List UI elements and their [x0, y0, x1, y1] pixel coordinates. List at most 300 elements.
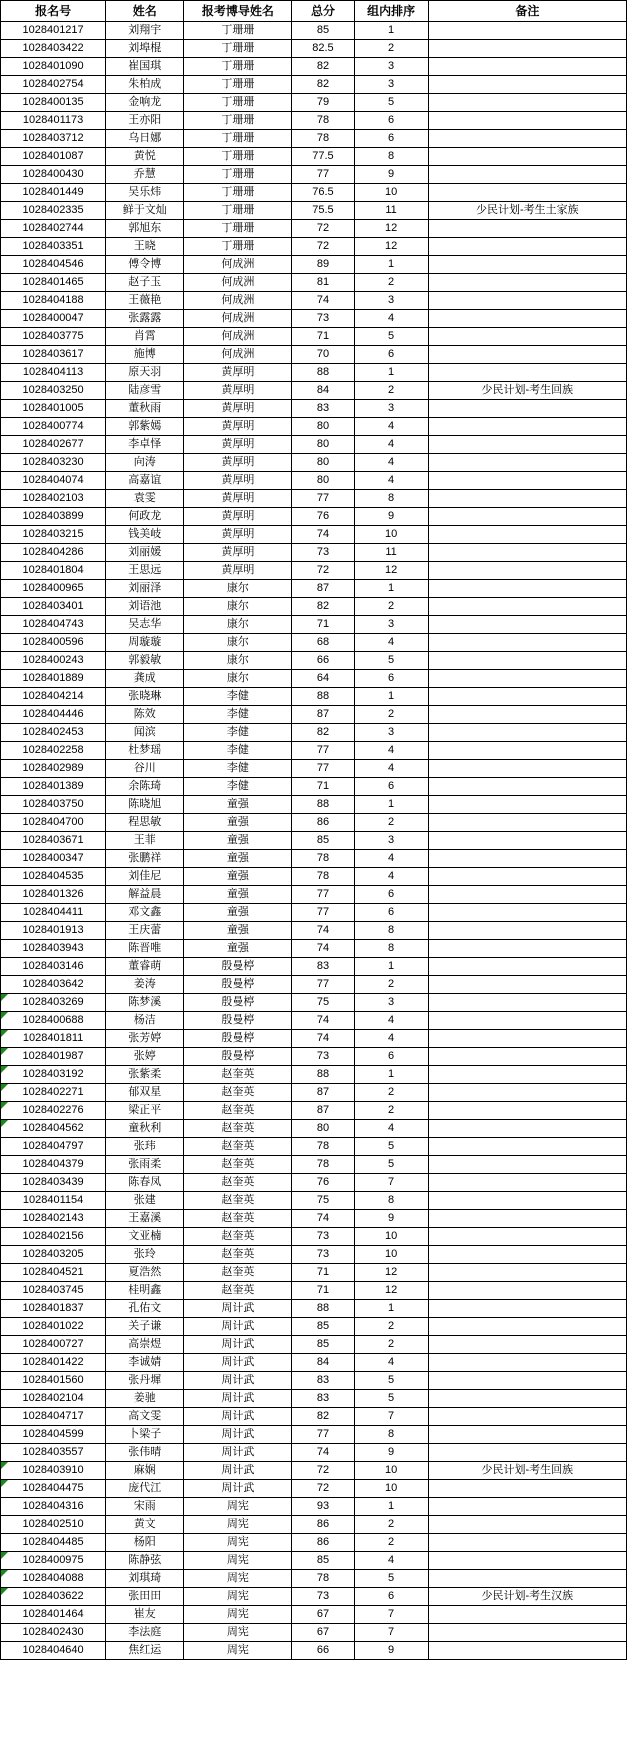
cell-application-id: 1028404188	[1, 292, 106, 310]
cell-total-score: 72	[292, 238, 354, 256]
cell-remark	[428, 184, 626, 202]
cell-total-score: 82	[292, 58, 354, 76]
cell-advisor: 赵奎英	[184, 1138, 292, 1156]
table-row	[1, 796, 627, 814]
cell-name: 李卓怿	[106, 436, 184, 454]
cell-name: 文亚楠	[106, 1228, 184, 1246]
table-row	[1, 1102, 627, 1120]
table-row	[1, 256, 627, 274]
cell-name: 张田田	[106, 1588, 184, 1606]
cell-name: 黄文	[106, 1516, 184, 1534]
cell-total-score: 85	[292, 1552, 354, 1570]
cell-application-id: 1028403750	[1, 796, 106, 814]
cell-advisor: 周计武	[184, 1300, 292, 1318]
header-application-id: 报名号	[1, 1, 106, 22]
cell-group-rank: 2	[354, 1318, 428, 1336]
cell-total-score: 77	[292, 904, 354, 922]
cell-total-score: 80	[292, 436, 354, 454]
cell-advisor: 殷曼楟	[184, 994, 292, 1012]
cell-application-id: 1028401154	[1, 1192, 106, 1210]
cell-group-rank: 5	[354, 652, 428, 670]
cell-advisor: 童强	[184, 922, 292, 940]
table-row	[1, 886, 627, 904]
cell-group-rank: 2	[354, 976, 428, 994]
cell-remark	[428, 1030, 626, 1048]
cell-remark	[428, 1066, 626, 1084]
cell-name: 刘琪琦	[106, 1570, 184, 1588]
cell-application-id: 1028403230	[1, 454, 106, 472]
cell-advisor: 童强	[184, 886, 292, 904]
cell-advisor: 康尔	[184, 598, 292, 616]
cell-total-score: 82.5	[292, 40, 354, 58]
cell-group-rank: 12	[354, 562, 428, 580]
table-row	[1, 400, 627, 418]
cell-remark	[428, 724, 626, 742]
cell-remark	[428, 328, 626, 346]
cell-group-rank: 6	[354, 112, 428, 130]
cell-group-rank: 9	[354, 508, 428, 526]
cell-name: 童秋利	[106, 1120, 184, 1138]
cell-advisor: 黄厚明	[184, 472, 292, 490]
cell-application-id: 1028402430	[1, 1624, 106, 1642]
table-row	[1, 472, 627, 490]
cell-name: 桂明鑫	[106, 1282, 184, 1300]
cell-name: 刘翔宇	[106, 22, 184, 40]
cell-advisor: 黄厚明	[184, 400, 292, 418]
cell-total-score: 84	[292, 1354, 354, 1372]
table-row	[1, 994, 627, 1012]
cell-application-id: 1028400347	[1, 850, 106, 868]
cell-advisor: 赵奎英	[184, 1228, 292, 1246]
cell-advisor: 康尔	[184, 634, 292, 652]
cell-total-score: 79	[292, 94, 354, 112]
cell-remark	[428, 1318, 626, 1336]
cell-group-rank: 2	[354, 1102, 428, 1120]
cell-remark	[428, 1084, 626, 1102]
cell-total-score: 81	[292, 274, 354, 292]
cell-group-rank: 7	[354, 1174, 428, 1192]
cell-remark	[428, 1174, 626, 1192]
cell-name: 李法庭	[106, 1624, 184, 1642]
cell-application-id: 1028402744	[1, 220, 106, 238]
cell-application-id: 1028401087	[1, 148, 106, 166]
table-row	[1, 1498, 627, 1516]
table-row	[1, 1084, 627, 1102]
cell-name: 姜涛	[106, 976, 184, 994]
table-row	[1, 1210, 627, 1228]
cell-name: 钱美岐	[106, 526, 184, 544]
cell-remark	[428, 256, 626, 274]
cell-remark	[428, 616, 626, 634]
table-row	[1, 1444, 627, 1462]
cell-remark	[428, 454, 626, 472]
cell-remark	[428, 1606, 626, 1624]
cell-total-score: 85	[292, 1318, 354, 1336]
cell-advisor: 周宪	[184, 1498, 292, 1516]
cell-total-score: 77	[292, 490, 354, 508]
cell-total-score: 73	[292, 544, 354, 562]
table-row	[1, 310, 627, 328]
cell-application-id: 1028404535	[1, 868, 106, 886]
table-row	[1, 1120, 627, 1138]
table-row	[1, 1192, 627, 1210]
cell-advisor: 周计武	[184, 1390, 292, 1408]
table-row	[1, 760, 627, 778]
cell-group-rank: 6	[354, 670, 428, 688]
cell-advisor: 赵奎英	[184, 1192, 292, 1210]
table-row	[1, 1624, 627, 1642]
table-row	[1, 436, 627, 454]
cell-advisor: 周计武	[184, 1354, 292, 1372]
cell-name: 高嘉谊	[106, 472, 184, 490]
cell-name: 梁正平	[106, 1102, 184, 1120]
cell-name: 王薇艳	[106, 292, 184, 310]
cell-name: 高文雯	[106, 1408, 184, 1426]
cell-total-score: 88	[292, 796, 354, 814]
cell-application-id: 1028403146	[1, 958, 106, 976]
cell-name: 宋雨	[106, 1498, 184, 1516]
table-row	[1, 364, 627, 382]
cell-application-id: 1028400727	[1, 1336, 106, 1354]
cell-total-score: 73	[292, 1228, 354, 1246]
cell-name: 张晓琳	[106, 688, 184, 706]
cell-advisor: 周宪	[184, 1552, 292, 1570]
cell-advisor: 黄厚明	[184, 562, 292, 580]
table-row	[1, 382, 627, 400]
cell-application-id: 1028404640	[1, 1642, 106, 1660]
cell-total-score: 71	[292, 778, 354, 796]
cell-remark	[428, 544, 626, 562]
cell-advisor: 丁珊珊	[184, 148, 292, 166]
cell-group-rank: 2	[354, 814, 428, 832]
cell-group-rank: 4	[354, 742, 428, 760]
cell-advisor: 童强	[184, 850, 292, 868]
cell-application-id: 1028403910	[1, 1462, 106, 1480]
cell-remark	[428, 580, 626, 598]
cell-advisor: 周计武	[184, 1480, 292, 1498]
cell-remark	[428, 58, 626, 76]
cell-advisor: 黄厚明	[184, 436, 292, 454]
cell-application-id: 1028403943	[1, 940, 106, 958]
cell-total-score: 88	[292, 364, 354, 382]
cell-total-score: 86	[292, 1516, 354, 1534]
cell-group-rank: 3	[354, 292, 428, 310]
cell-total-score: 74	[292, 922, 354, 940]
cell-application-id: 1028404475	[1, 1480, 106, 1498]
cell-name: 郭旭东	[106, 220, 184, 238]
cell-advisor: 童强	[184, 868, 292, 886]
cell-advisor: 李健	[184, 688, 292, 706]
cell-name: 张玲	[106, 1246, 184, 1264]
cell-application-id: 1028404316	[1, 1498, 106, 1516]
cell-total-score: 77	[292, 1426, 354, 1444]
table-row	[1, 274, 627, 292]
cell-remark	[428, 526, 626, 544]
cell-advisor: 殷曼楟	[184, 976, 292, 994]
cell-total-score: 80	[292, 454, 354, 472]
cell-remark	[428, 238, 626, 256]
cell-total-score: 74	[292, 526, 354, 544]
table-row	[1, 130, 627, 148]
cell-total-score: 67	[292, 1624, 354, 1642]
cell-application-id: 1028404411	[1, 904, 106, 922]
cell-total-score: 83	[292, 958, 354, 976]
cell-application-id: 1028401465	[1, 274, 106, 292]
table-row	[1, 1264, 627, 1282]
cell-advisor: 李健	[184, 778, 292, 796]
cell-total-score: 80	[292, 418, 354, 436]
table-row	[1, 1282, 627, 1300]
cell-total-score: 80	[292, 472, 354, 490]
cell-group-rank: 1	[354, 580, 428, 598]
table-row	[1, 850, 627, 868]
cell-total-score: 86	[292, 1534, 354, 1552]
cell-name: 陈效	[106, 706, 184, 724]
table-row	[1, 814, 627, 832]
cell-total-score: 83	[292, 1390, 354, 1408]
cell-remark	[428, 418, 626, 436]
cell-total-score: 93	[292, 1498, 354, 1516]
cell-name: 郭紫嫣	[106, 418, 184, 436]
cell-advisor: 李健	[184, 760, 292, 778]
cell-application-id: 1028401449	[1, 184, 106, 202]
cell-name: 金响龙	[106, 94, 184, 112]
cell-advisor: 殷曼楟	[184, 1012, 292, 1030]
cell-advisor: 周计武	[184, 1408, 292, 1426]
cell-name: 闻滨	[106, 724, 184, 742]
cell-group-rank: 10	[354, 526, 428, 544]
cell-total-score: 77	[292, 760, 354, 778]
cell-advisor: 何成洲	[184, 256, 292, 274]
cell-group-rank: 3	[354, 616, 428, 634]
cell-remark	[428, 850, 626, 868]
cell-application-id: 1028404521	[1, 1264, 106, 1282]
table-row	[1, 724, 627, 742]
cell-total-score: 72	[292, 1462, 354, 1480]
cell-name: 杜梦瑶	[106, 742, 184, 760]
cell-application-id: 1028400047	[1, 310, 106, 328]
cell-remark	[428, 130, 626, 148]
cell-total-score: 77.5	[292, 148, 354, 166]
cell-name: 张露露	[106, 310, 184, 328]
cell-group-rank: 10	[354, 1228, 428, 1246]
cell-group-rank: 1	[354, 688, 428, 706]
table-row	[1, 184, 627, 202]
cell-advisor: 周计武	[184, 1444, 292, 1462]
cell-advisor: 赵奎英	[184, 1174, 292, 1192]
cell-application-id: 1028403205	[1, 1246, 106, 1264]
header-total-score: 总分	[292, 1, 354, 22]
cell-application-id: 1028401889	[1, 670, 106, 688]
cell-application-id: 1028401913	[1, 922, 106, 940]
cell-application-id: 1028404599	[1, 1426, 106, 1444]
cell-group-rank: 5	[354, 1390, 428, 1408]
table-row	[1, 616, 627, 634]
cell-advisor: 童强	[184, 814, 292, 832]
cell-advisor: 何成洲	[184, 310, 292, 328]
cell-remark	[428, 922, 626, 940]
cell-application-id: 1028404717	[1, 1408, 106, 1426]
cell-application-id: 1028403422	[1, 40, 106, 58]
cell-name: 张雨柔	[106, 1156, 184, 1174]
table-row	[1, 634, 627, 652]
cell-application-id: 1028404088	[1, 1570, 106, 1588]
header-group-rank: 组内排序	[354, 1, 428, 22]
cell-name: 施博	[106, 346, 184, 364]
cell-application-id: 1028404797	[1, 1138, 106, 1156]
cell-application-id: 1028402156	[1, 1228, 106, 1246]
cell-remark	[428, 814, 626, 832]
cell-advisor: 周宪	[184, 1516, 292, 1534]
cell-remark	[428, 1138, 626, 1156]
cell-advisor: 丁珊珊	[184, 22, 292, 40]
cell-advisor: 丁珊珊	[184, 58, 292, 76]
table-row	[1, 1030, 627, 1048]
cell-name: 董秋雨	[106, 400, 184, 418]
cell-advisor: 何成洲	[184, 292, 292, 310]
cell-remark	[428, 796, 626, 814]
cell-remark	[428, 562, 626, 580]
cell-total-score: 82	[292, 598, 354, 616]
cell-group-rank: 4	[354, 472, 428, 490]
cell-name: 董睿萌	[106, 958, 184, 976]
cell-group-rank: 2	[354, 706, 428, 724]
table-row	[1, 220, 627, 238]
cell-name: 乌日娜	[106, 130, 184, 148]
cell-remark	[428, 1120, 626, 1138]
cell-application-id: 1028404743	[1, 616, 106, 634]
table-row	[1, 1048, 627, 1066]
cell-name: 张鹏祥	[106, 850, 184, 868]
cell-group-rank: 4	[354, 1012, 428, 1030]
cell-name: 陈静弦	[106, 1552, 184, 1570]
cell-group-rank: 7	[354, 1624, 428, 1642]
cell-total-score: 71	[292, 1282, 354, 1300]
cell-name: 刘佳尼	[106, 868, 184, 886]
cell-name: 陈晋唯	[106, 940, 184, 958]
cell-remark	[428, 1354, 626, 1372]
cell-application-id: 1028402103	[1, 490, 106, 508]
cell-name: 王菲	[106, 832, 184, 850]
cell-name: 邓文鑫	[106, 904, 184, 922]
cell-advisor: 丁珊珊	[184, 94, 292, 112]
cell-name: 吴乐炜	[106, 184, 184, 202]
cell-group-rank: 4	[354, 1030, 428, 1048]
cell-total-score: 83	[292, 1372, 354, 1390]
cell-name: 乔慧	[106, 166, 184, 184]
cell-remark	[428, 994, 626, 1012]
cell-group-rank: 12	[354, 220, 428, 238]
cell-remark	[428, 472, 626, 490]
cell-advisor: 黄厚明	[184, 508, 292, 526]
cell-name: 庞代江	[106, 1480, 184, 1498]
cell-advisor: 黄厚明	[184, 544, 292, 562]
cell-remark	[428, 1642, 626, 1660]
cell-remark	[428, 220, 626, 238]
cell-name: 张芳婷	[106, 1030, 184, 1048]
table-row	[1, 1642, 627, 1660]
cell-name: 刘丽媛	[106, 544, 184, 562]
cell-total-score: 87	[292, 580, 354, 598]
cell-group-rank: 11	[354, 544, 428, 562]
cell-total-score: 72	[292, 220, 354, 238]
table-row	[1, 1588, 627, 1606]
cell-advisor: 周宪	[184, 1588, 292, 1606]
cell-application-id: 1028403557	[1, 1444, 106, 1462]
cell-name: 刘语池	[106, 598, 184, 616]
cell-group-rank: 3	[354, 58, 428, 76]
cell-advisor: 丁珊珊	[184, 112, 292, 130]
table-row	[1, 1336, 627, 1354]
cell-name: 姜驰	[106, 1390, 184, 1408]
cell-total-score: 66	[292, 652, 354, 670]
cell-name: 王嘉溪	[106, 1210, 184, 1228]
cell-group-rank: 3	[354, 994, 428, 1012]
cell-application-id: 1028401804	[1, 562, 106, 580]
cell-application-id: 1028404546	[1, 256, 106, 274]
cell-remark	[428, 742, 626, 760]
cell-total-score: 77	[292, 886, 354, 904]
cell-name: 袁雯	[106, 490, 184, 508]
cell-advisor: 周计武	[184, 1336, 292, 1354]
table-row	[1, 1480, 627, 1498]
cell-total-score: 78	[292, 1570, 354, 1588]
cell-remark	[428, 22, 626, 40]
cell-name: 吴志华	[106, 616, 184, 634]
cell-total-score: 71	[292, 1264, 354, 1282]
cell-total-score: 74	[292, 1444, 354, 1462]
cell-name: 崔友	[106, 1606, 184, 1624]
table-row	[1, 76, 627, 94]
table-row	[1, 958, 627, 976]
table-row	[1, 1354, 627, 1372]
cell-application-id: 1028403745	[1, 1282, 106, 1300]
header-remark: 备注	[428, 1, 626, 22]
cell-total-score: 85	[292, 22, 354, 40]
cell-name: 张丹墀	[106, 1372, 184, 1390]
cell-remark	[428, 1390, 626, 1408]
cell-application-id: 1028403622	[1, 1588, 106, 1606]
table-row	[1, 1228, 627, 1246]
cell-group-rank: 10	[354, 1246, 428, 1264]
cell-name: 杨洁	[106, 1012, 184, 1030]
cell-total-score: 64	[292, 670, 354, 688]
cell-remark	[428, 634, 626, 652]
cell-application-id: 1028402258	[1, 742, 106, 760]
table-row	[1, 1372, 627, 1390]
cell-group-rank: 1	[354, 958, 428, 976]
cell-total-score: 75	[292, 1192, 354, 1210]
cell-total-score: 76	[292, 1174, 354, 1192]
cell-name: 龚成	[106, 670, 184, 688]
table-row	[1, 778, 627, 796]
cell-total-score: 71	[292, 328, 354, 346]
cell-group-rank: 4	[354, 760, 428, 778]
cell-remark	[428, 1156, 626, 1174]
cell-name: 向涛	[106, 454, 184, 472]
table-row	[1, 1426, 627, 1444]
cell-remark	[428, 1246, 626, 1264]
cell-total-score: 75	[292, 994, 354, 1012]
cell-remark	[428, 598, 626, 616]
cell-remark	[428, 652, 626, 670]
table-row	[1, 940, 627, 958]
cell-remark	[428, 1570, 626, 1588]
cell-advisor: 周计武	[184, 1462, 292, 1480]
cell-name: 傅令博	[106, 256, 184, 274]
cell-advisor: 周宪	[184, 1606, 292, 1624]
cell-remark	[428, 706, 626, 724]
